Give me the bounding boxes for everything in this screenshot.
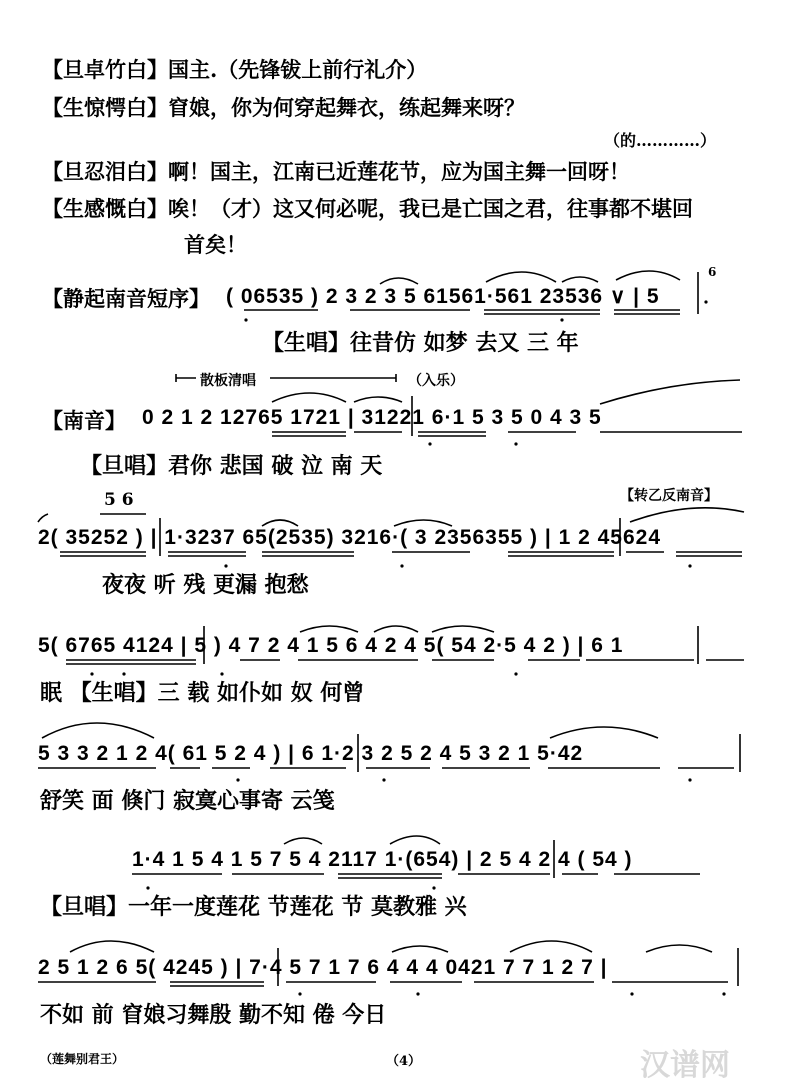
- dialogue-text: 国主.（先锋钹上前行礼介）: [168, 57, 428, 82]
- lyrics-line: 不如 前 窅娘习舞殷 勤不知 倦 今日: [40, 1002, 387, 1028]
- lyrics-line: 眠 【生唱】三 载 如仆如 奴 何曾: [40, 680, 365, 706]
- notation-line: 2 5 1 2 6 5( 4245 ) | 7·4 5 7 1 7 6 4 4 4 0421 7 7 1 2 7 |: [38, 956, 608, 979]
- role-label: 【旦卓竹白】: [42, 57, 168, 82]
- notation-line: 5 3 3 2 1 2 4( 61 5 2 4 ) | 6 1·2 3 2 5 2 4 5 3 2 1 5·42: [38, 742, 584, 765]
- performance-note: 散板清唱: [200, 373, 256, 389]
- dialogue-continuation: 首矣！: [184, 232, 247, 257]
- grace-note: 6: [708, 265, 717, 279]
- role-label: 【旦忍泪白】: [42, 159, 168, 184]
- notation-line: 5( 6765 4124 | 5 ) 4 7 2 4 1 5 6 4 2 4 5( 54 2·5 4 2 ) | 6 1: [38, 634, 624, 657]
- lyrics-line: 【生唱】往昔仿 如梦 去又 三 年: [262, 330, 579, 356]
- page-number: （4）: [386, 1054, 422, 1069]
- lyrics-line: 【旦唱】君你 悲国 破 泣 南 天: [80, 453, 383, 479]
- dialogue-text: 唉！（才）这又何必呢，我已是亡国之君，往事都不堪回: [168, 196, 693, 221]
- watermark: 汉谱网: [640, 1048, 730, 1083]
- performance-note: （入乐）: [408, 373, 464, 389]
- role-label: 【生惊愕白】: [42, 95, 168, 120]
- dialogue-text: 窅娘，你为何穿起舞衣，练起舞来呀？: [168, 95, 525, 120]
- dialogue-text: 啊！国主，江南已近莲花节，应为国主舞一回呀！: [168, 159, 630, 184]
- lyrics-line: 舒笑 面 倏门 寂寞心事寄 云笺: [40, 788, 335, 814]
- grace-note: 5 6: [104, 490, 134, 510]
- role-label: 【生感慨白】: [42, 196, 168, 221]
- lyrics-line: 夜夜 听 残 更漏 抱愁: [102, 572, 309, 598]
- section-label: 【静起南音短序】: [42, 286, 210, 311]
- aside-note: （的…………）: [604, 131, 717, 150]
- notation-line: 1·4 1 5 4 1 5 7 5 4 2117 1·(654) | 2 5 4 2 4 ( 54 ): [132, 848, 633, 871]
- section-label: 【南音】: [42, 408, 126, 433]
- footer-title: （莲舞别君王）: [40, 1052, 125, 1066]
- notation-line: ( 06535 ) 2 3 2 3 5 61561·561 23536 ∨ | 5: [226, 285, 660, 308]
- notation-line: 2( 35252 ) | 1·3237 65(2535) 3216·( 3 2356355 ) | 1 2 45624: [38, 526, 661, 549]
- lyrics-line: 【旦唱】一年一度莲花 节莲花 节 莫教雅 兴: [40, 894, 467, 920]
- notation-line: 0 2 1 2 12765 1721 | 31221 6·1 5 3 5 0 4 3 5: [142, 406, 602, 429]
- section-label: 【转乙反南音】: [620, 488, 718, 504]
